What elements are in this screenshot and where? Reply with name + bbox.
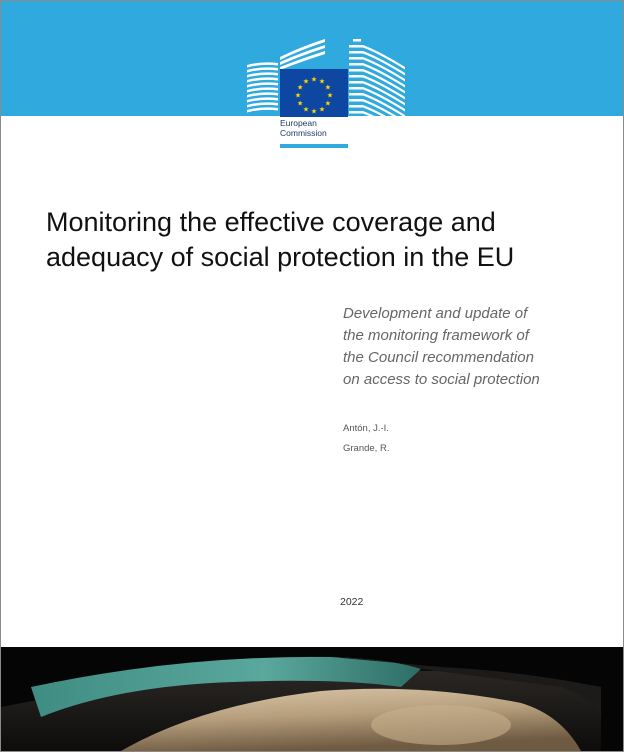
svg-text:★: ★ — [296, 99, 304, 108]
svg-text:★: ★ — [302, 105, 310, 114]
report-subtitle — [343, 303, 613, 391]
svg-text:★: ★ — [324, 83, 332, 92]
cover-photo — [1, 647, 623, 751]
organization-name-line1: European — [280, 118, 317, 128]
author-list — [343, 419, 389, 459]
subtitle-line: Development and update of — [343, 305, 528, 322]
svg-text:★: ★ — [318, 105, 326, 114]
svg-text:★: ★ — [296, 83, 304, 92]
svg-text:★: ★ — [318, 77, 326, 86]
svg-text:★: ★ — [294, 91, 302, 100]
report-title-line2: adequacy of social protection in the EU — [46, 242, 515, 272]
svg-text:★: ★ — [310, 107, 318, 116]
report-title-line1: Monitoring the effective coverage and — [46, 207, 496, 237]
subtitle-line: on access to social protection — [343, 371, 540, 388]
svg-text:★: ★ — [310, 75, 318, 84]
svg-text:★: ★ — [324, 99, 332, 108]
subtitle-line: the monitoring framework of — [343, 327, 529, 344]
author-name: Antón, J.-I. — [343, 423, 389, 434]
report-title — [46, 205, 606, 275]
svg-text:★: ★ — [326, 91, 334, 100]
organization-name — [280, 118, 360, 138]
organization-name-line2: Commission — [280, 128, 327, 138]
publication-year: 2022 — [340, 596, 364, 608]
svg-text:★: ★ — [302, 77, 310, 86]
logo-underline — [280, 144, 348, 148]
subtitle-line: the Council recommendation — [343, 349, 534, 366]
author-name: Grande, R. — [343, 443, 390, 454]
